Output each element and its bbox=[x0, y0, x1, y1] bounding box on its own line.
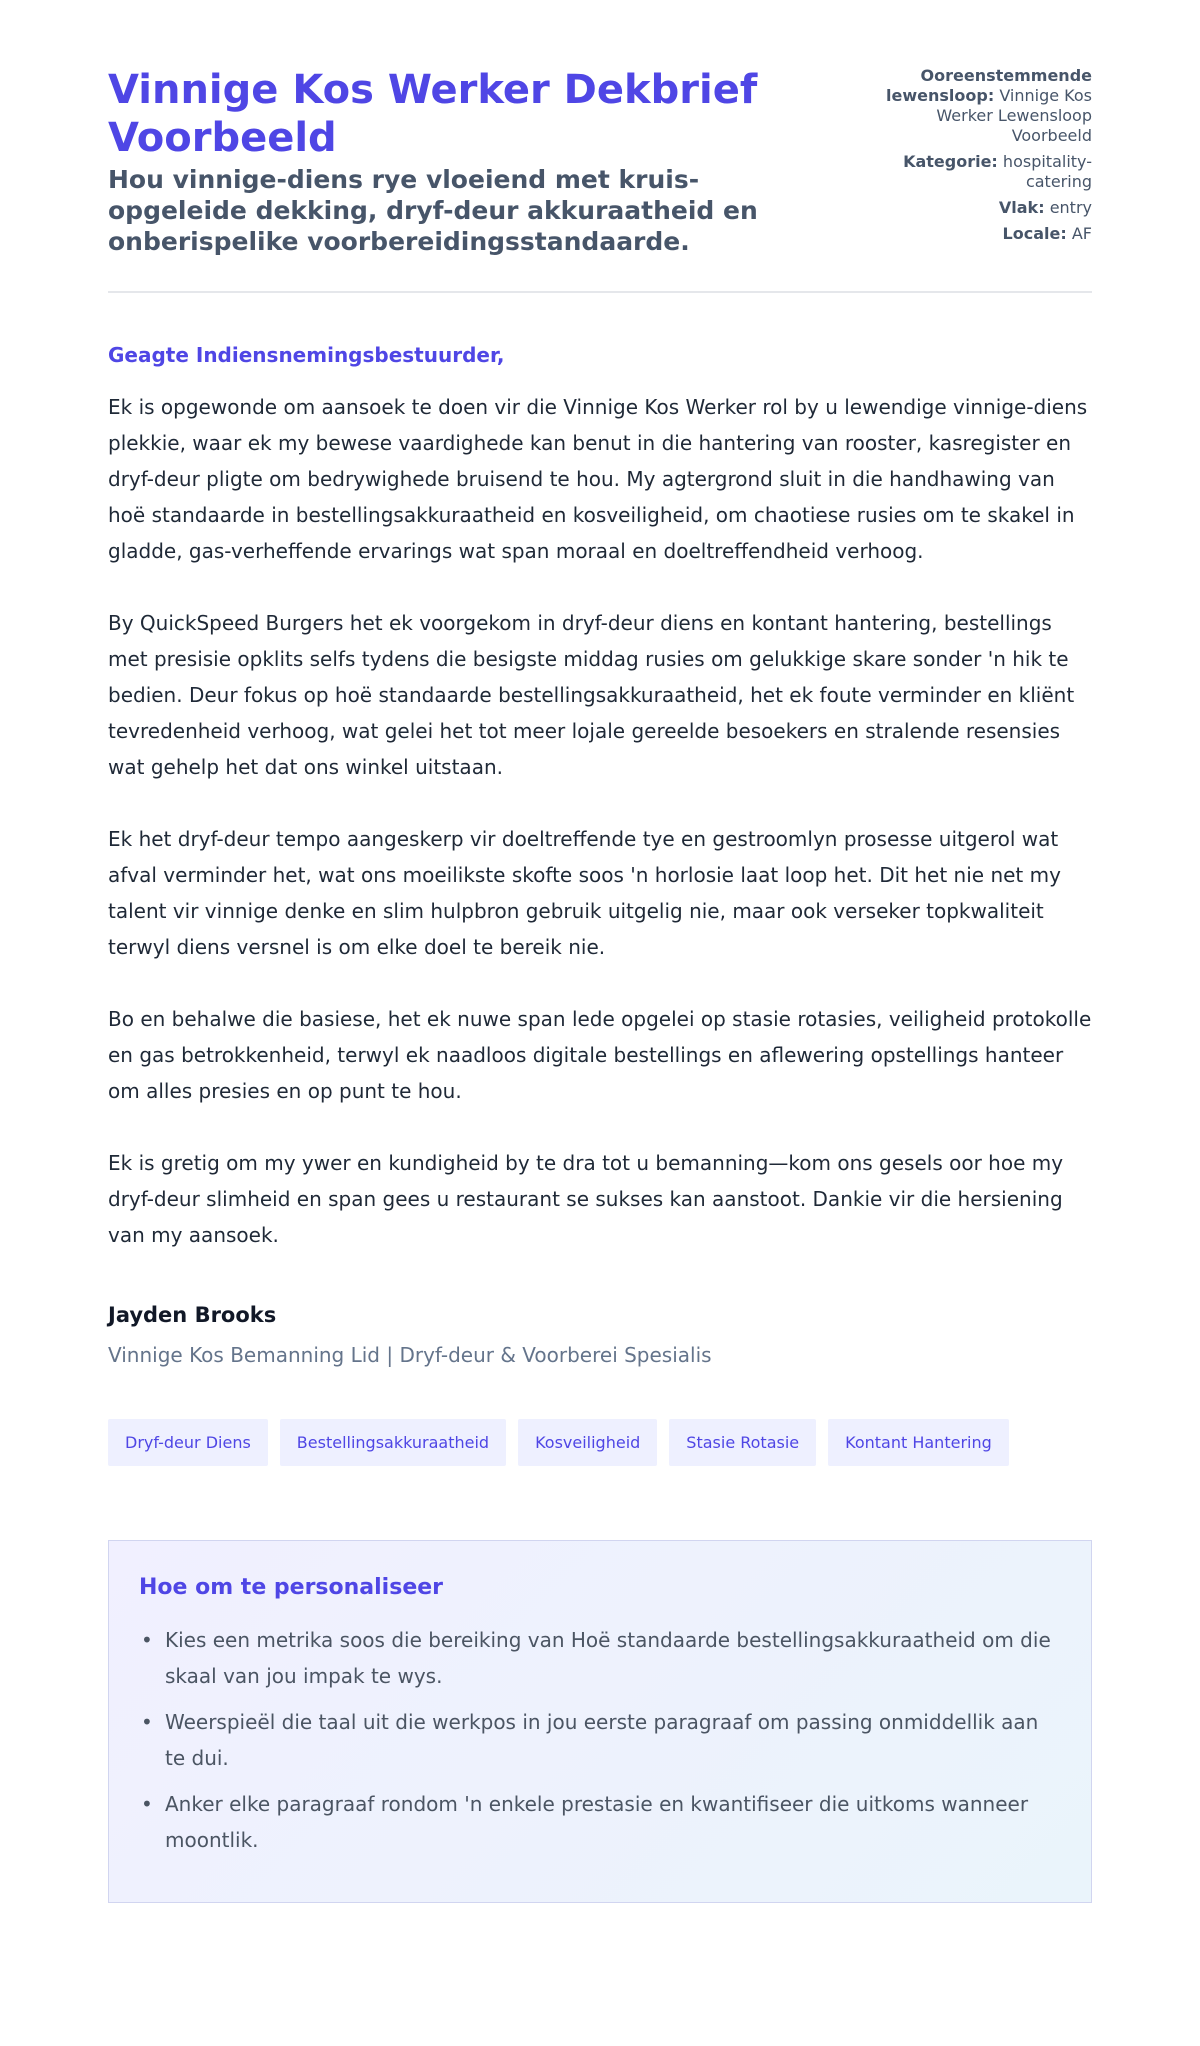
letter-paragraph: Ek is opgewonde om aansoek te doen vir die Vinnige Kos Werker rol by u lewendige vinnige-diens plekkie, waar ek my bewese vaardighede kan benut in die hantering van rooster, kasregister en dryf-deur pligte om bedrywighede bruisend te hou. My agtergrond sluit in die handhawing van hoë standaarde in bestellingsakkuraatheid en kosveiligheid, om chaotiese rusies om te skakel in gladde, gas-verheffende ervarings wat span moraal en doeltreffendheid verhoog. bbox=[108, 395, 1088, 563]
page-subtitle: Hou vinnige-diens rye vloeiend met kruis-opgeleide dekking, dryf-deur akkuraatheid en onberispelike voorbereidingsstandaarde. bbox=[108, 165, 758, 256]
meta-locale-key: Locale: bbox=[1002, 224, 1067, 243]
letter-paragraph: By QuickSpeed Burgers het ek voorgekom in dryf-deur diens en kontant hantering, bestellings met presisie opklits selfs tydens die besigste middag rusies om gelukkige skare sonder 'n hik te bedien. Deur fokus op hoë standaarde bestellingsakkuraatheid, het ek foute verminder en kliënt tevredenheid verhoog, wat gelei het tot meer lojale gereelde besoekers en stralende resensies wat gehelp het dat ons winkel uitstaan. bbox=[108, 611, 1075, 779]
page-title: Vinnige Kos Werker Dekbrief Voorbeeld bbox=[108, 67, 758, 161]
meta-field-value: entry bbox=[1049, 198, 1092, 217]
letter-paragraph: Bo en behalwe die basiese, het ek nuwe span lede opgelei op stasie rotasies, veiligheid protokolle en gas betrokkenheid, terwyl ek naadloos digitale bestellings en aflewering opstellings hanteer om alles presies en op punt te hou. bbox=[108, 1007, 1092, 1103]
personalize-tips-box bbox=[108, 1540, 1092, 1903]
tip-item: • Kies een metrika soos die bereiking van Hoë standaarde bestellingsakkuraatheid om die skaal van jou impak te wys. bbox=[139, 1622, 1061, 1694]
meta-category bbox=[856, 152, 1092, 192]
skill-tag: Kosveiligheid bbox=[518, 1419, 657, 1466]
signer-role: Vinnige Kos Bemanning Lid | Dryf-deur & Voorberei Spesialis bbox=[108, 1343, 712, 1367]
signer-name: Jayden Brooks bbox=[108, 1303, 277, 1327]
letter-paragraph: Ek het dryf-deur tempo aangeskerp vir doeltreffende tye en gestroomlyn prosesse uitgerol wat afval verminder het, wat ons moeilikste skofte soos 'n horlosie laat loop het. Dit het nie net my talent vir vinnige denke en slim hulpbron gebruik uitgelig nie, maar ook verseker topkwaliteit terwyl diens versnel is om elke doel te bereik nie. bbox=[108, 827, 1061, 959]
meta-field-key: Vlak: bbox=[998, 198, 1045, 217]
meta-resume bbox=[856, 66, 1092, 146]
skill-tags bbox=[108, 1419, 1092, 1466]
meta-category-key: Kategorie: bbox=[903, 152, 998, 171]
skill-tag: Kontant Hantering bbox=[828, 1419, 1009, 1466]
skill-tag: Bestellingsakkuraatheid bbox=[280, 1419, 506, 1466]
skill-tag: Dryf-deur Diens bbox=[108, 1419, 268, 1466]
meta-panel bbox=[856, 66, 1092, 250]
letter-paragraph: Ek is gretig om my ywer en kundigheid by te dra tot u bemanning—kom ons gesels oor hoe my dryf-deur slimheid en span gees u restaurant se sukses kan aanstoot. Dankie vir die hersiening van my aansoek. bbox=[108, 1151, 1064, 1247]
meta-locale-value: AF bbox=[1071, 224, 1092, 243]
meta-field bbox=[856, 198, 1092, 218]
meta-category-value: hospitality-catering bbox=[1002, 152, 1092, 191]
document-header bbox=[108, 66, 1092, 293]
skill-tag: Stasie Rotasie bbox=[669, 1419, 816, 1466]
letter-salutation: Geagte Indiensnemingsbestuurder, bbox=[108, 343, 505, 367]
meta-resume-key: Ooreenstemmende lewensloop: bbox=[886, 66, 1092, 105]
meta-resume-value: Vinnige Kos Werker Lewensloop Voorbeeld bbox=[936, 86, 1092, 145]
tips-title: Hoe om te personaliseer bbox=[139, 1575, 444, 1600]
tips-list bbox=[139, 1622, 1061, 1858]
meta-locale bbox=[856, 224, 1092, 244]
title-block bbox=[108, 66, 808, 257]
tip-item: • Weerspieël die taal uit die werkpos in jou eerste paragraaf om passing onmiddellik aan te dui. bbox=[139, 1704, 1061, 1776]
letter-body bbox=[108, 389, 1092, 1253]
tip-item: • Anker elke paragraaf rondom 'n enkele prestasie en kwantifiseer die uitkoms wanneer moontlik. bbox=[139, 1786, 1061, 1858]
